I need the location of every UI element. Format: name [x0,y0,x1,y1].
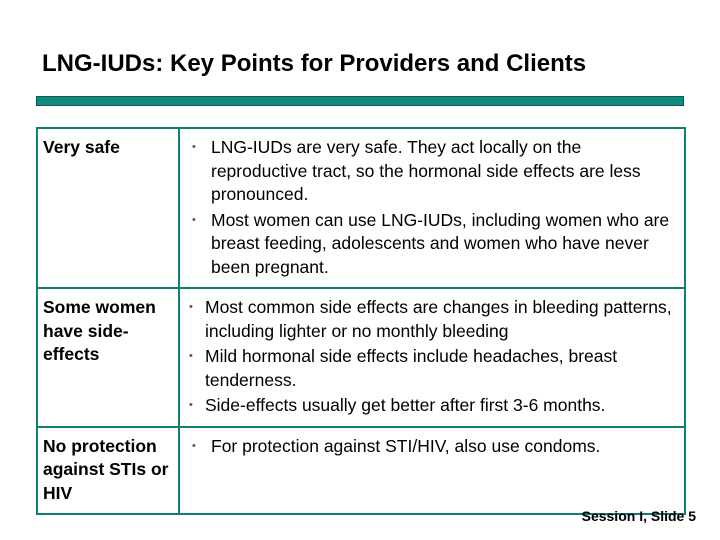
table-row [37,288,685,427]
bullet-icon: • [192,141,196,153]
bullet-item [186,296,676,343]
table-row [37,128,685,288]
title-accent-bar [36,96,684,106]
bullet-text: Most women can use LNG-IUDs, including women who are breast feeding, adolescents and women who have never been pregnant. [211,209,670,277]
bullet-item [186,394,676,418]
row-points [179,128,685,288]
bullet-text: For protection against STI/HIV, also use condoms. [211,435,601,456]
table-row [37,427,685,515]
row-label: No protection against STIs or HIV [37,427,179,515]
slide-footer: Session I, Slide 5 [581,508,696,524]
bullet-item [186,209,676,280]
bullet-icon: • [189,350,193,362]
row-points [179,288,685,427]
bullet-text: LNG-IUDs are very safe. They act locally on the reproductive tract, so the hormonal side effects are less pronounced. [211,137,641,204]
bullet-icon: • [192,439,196,452]
bullet-icon: • [189,399,193,411]
bullet-item [186,345,676,392]
row-points [179,427,685,515]
key-points-table [36,127,686,515]
bullet-item [186,435,676,459]
row-label: Very safe [37,128,179,288]
bullet-icon: • [192,213,196,226]
bullet-text: Most common side effects are changes in bleeding patterns, including lighter or no monthly bleeding [205,297,672,341]
row-label: Some women have side-effects [37,288,179,427]
bullet-item [186,136,676,207]
bullet-icon: • [189,301,193,313]
bullet-text: Side-effects usually get better after first 3-6 months. [205,395,606,415]
slide-title: LNG-IUDs: Key Points for Providers and Clients [42,50,587,77]
bullet-text: Mild hormonal side effects include headaches, breast tenderness. [205,346,618,390]
